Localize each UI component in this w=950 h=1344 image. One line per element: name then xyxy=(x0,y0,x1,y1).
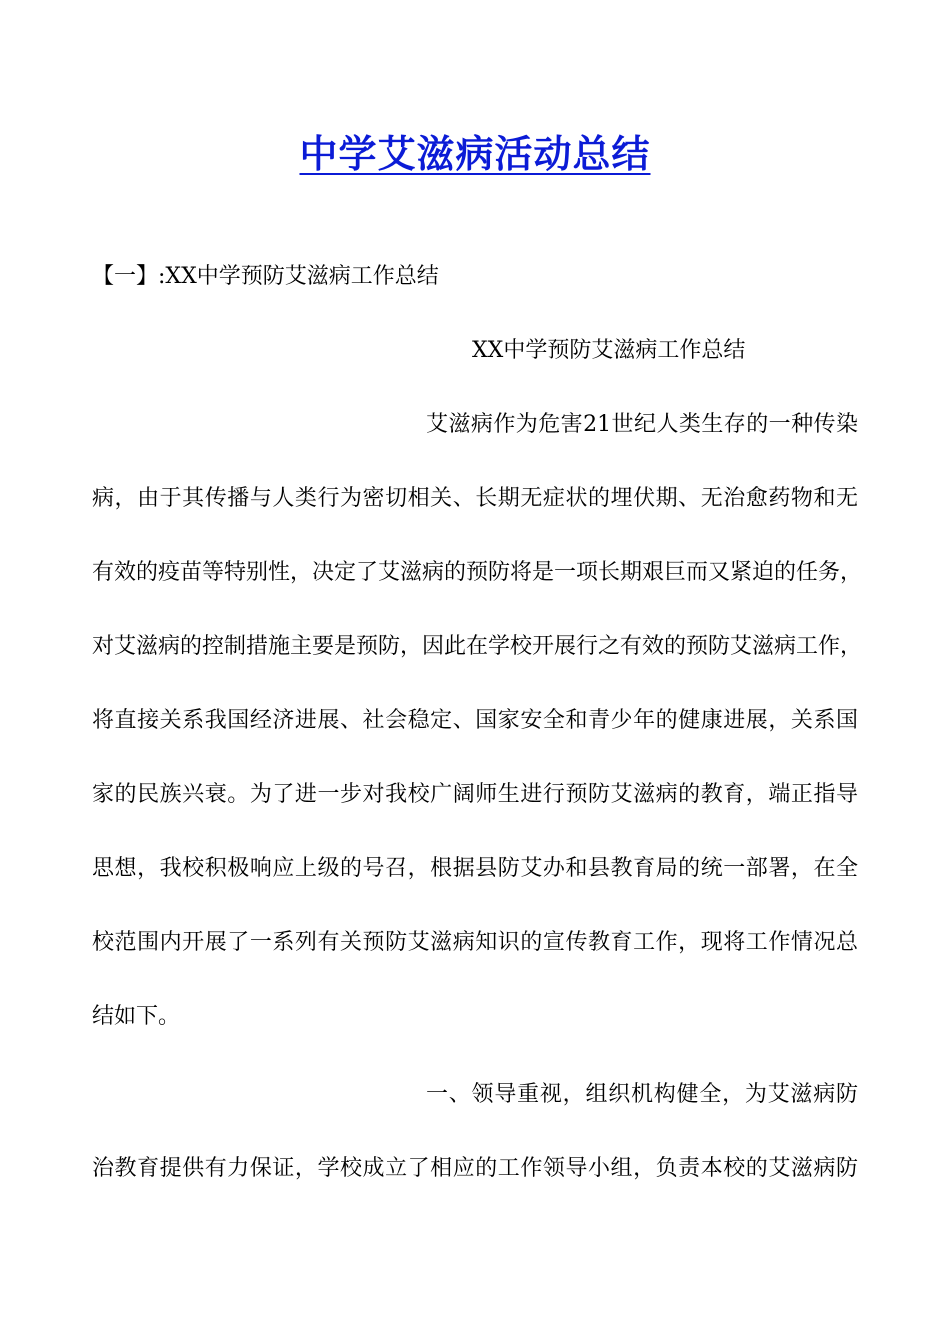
paragraph-line: 病，由于其传播与人类行为密切相关、长期无症状的埋伏期、无治愈药物和无 xyxy=(92,486,858,511)
paragraph-line: 艾滋病作为危害21世纪人类生存的一种传染 xyxy=(426,412,858,437)
paragraph-line: 将直接关系我国经济进展、社会稳定、国家安全和青少年的健康进展，关系国 xyxy=(92,708,858,733)
section-label: 【一】:XX中学预防艾滋病工作总结 xyxy=(92,264,439,289)
paragraph-line: 一、领导重视，组织机构健全，为艾滋病防 xyxy=(426,1082,858,1107)
paragraph-line: 有效的疫苗等特别性，决定了艾滋病的预防将是一项长期艰巨而又紧迫的任务， xyxy=(92,560,863,585)
paragraph-line: 对艾滋病的控制措施主要是预防，因此在学校开展行之有效的预防艾滋病工作， xyxy=(92,634,863,659)
paragraph-line: 思想，我校积极响应上级的号召，根据县防艾办和县教育局的统一部署，在全 xyxy=(92,856,858,881)
sub-title: XX中学预防艾滋病工作总结 xyxy=(472,338,746,363)
document-title[interactable]: 中学艾滋病活动总结 xyxy=(299,131,651,176)
paragraph-line: 家的民族兴衰。为了进一步对我校广阔师生进行预防艾滋病的教育，端正指导 xyxy=(92,782,858,807)
paragraph-line: 校范围内开展了一系列有关预防艾滋病知识的宣传教育工作，现将工作情况总 xyxy=(92,930,858,955)
paragraph-line: 结如下。 xyxy=(92,1004,181,1029)
paragraph-line: 治教育提供有力保证，学校成立了相应的工作领导小组，负责本校的艾滋病防 xyxy=(92,1156,858,1181)
